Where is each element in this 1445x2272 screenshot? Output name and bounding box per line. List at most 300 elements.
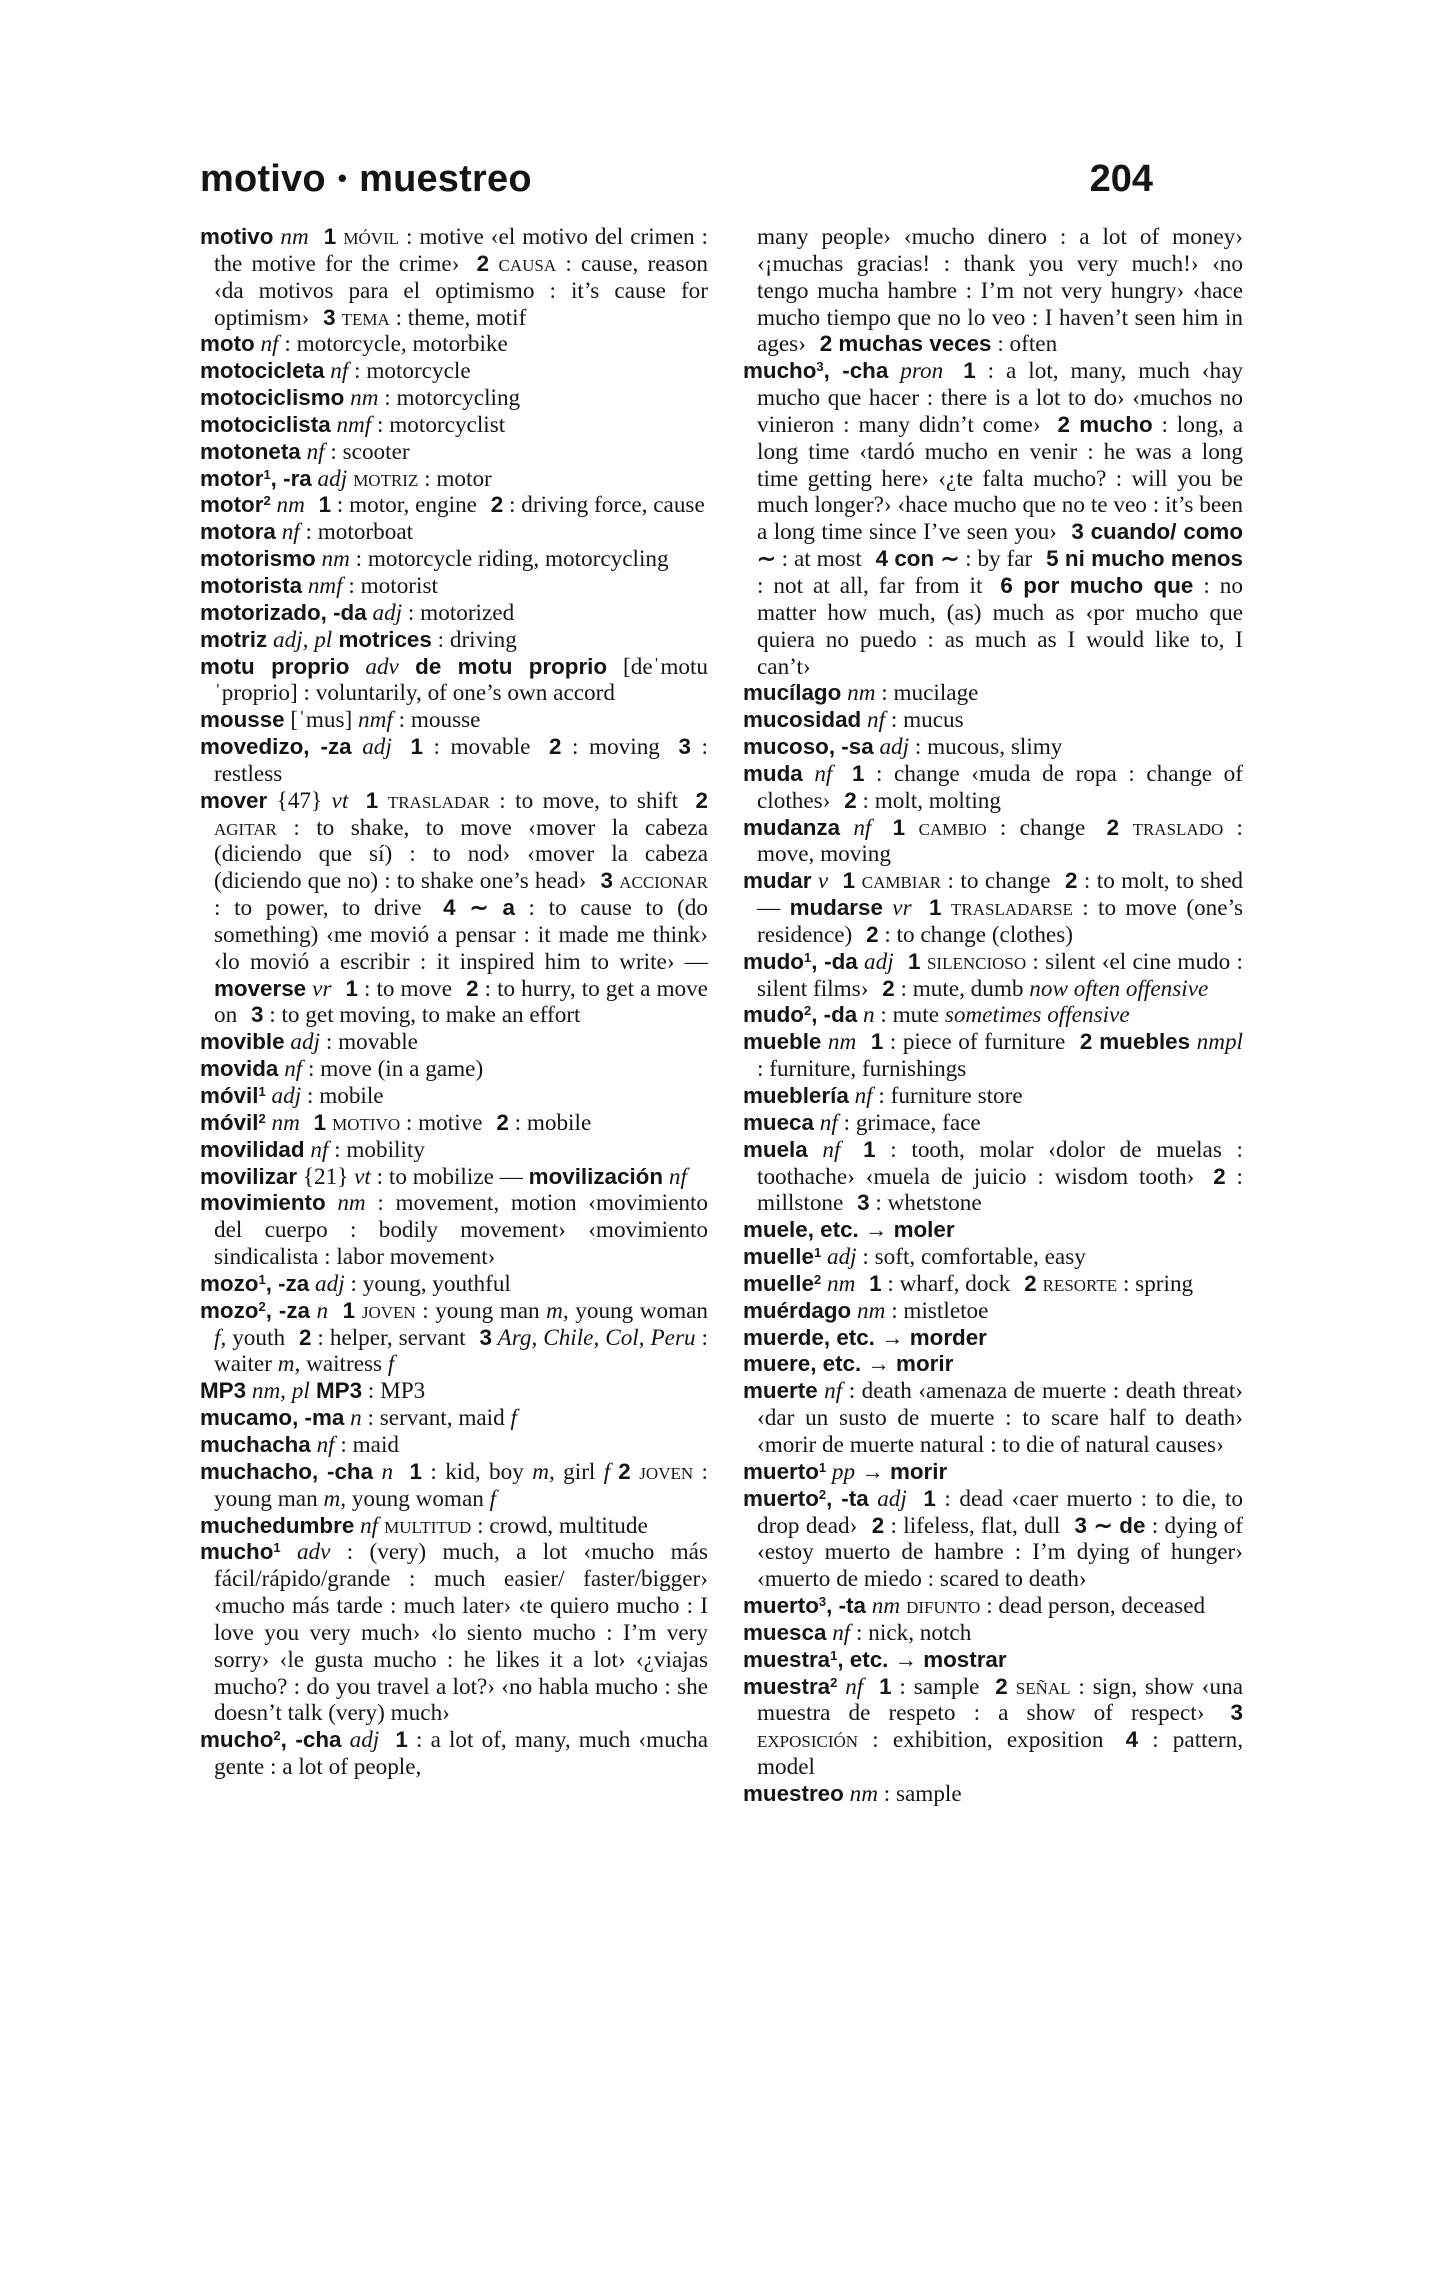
sense-number: 3 xyxy=(857,1190,870,1216)
dictionary-entry xyxy=(200,600,708,627)
bold-phrase: movilización xyxy=(528,1163,664,1189)
definition-text: : mistletoe xyxy=(885,1297,989,1324)
dictionary-entry xyxy=(200,358,708,385)
definition-text: : whetstone xyxy=(869,1190,982,1217)
headword: motoneta xyxy=(200,438,301,464)
definition-text: : cause, reason ‹da motivos para el optimismo : it’s cause for optimism› xyxy=(214,250,709,331)
synonym-smallcaps: multitud xyxy=(378,1512,472,1539)
part-of-speech: adj xyxy=(265,1083,302,1109)
part-of-speech: adv xyxy=(349,653,399,680)
definition-text: : move, moving xyxy=(757,814,1243,868)
dictionary-entry xyxy=(743,1351,1243,1378)
headword: mueble xyxy=(743,1029,822,1055)
sense-number: 2 xyxy=(476,250,490,276)
definition-text: : restless xyxy=(214,734,708,787)
dictionary-entry xyxy=(743,707,1243,734)
synonym-smallcaps: motriz xyxy=(347,465,419,492)
part-of-speech: nm xyxy=(265,1109,306,1136)
bold-phrase: ∼ a xyxy=(455,895,515,921)
part-of-speech: n xyxy=(373,1458,402,1485)
part-of-speech: nmf xyxy=(330,411,372,438)
definition-text: : young man xyxy=(214,1458,708,1512)
sense-number: 3 xyxy=(1071,519,1084,545)
bold-phrase: muebles xyxy=(1092,1029,1191,1055)
sense-number: 2 xyxy=(866,921,879,947)
sense-number: 2 xyxy=(466,975,479,1001)
headword: muelle$^1$ xyxy=(743,1244,822,1270)
dictionary-entry xyxy=(743,1083,1243,1110)
part-of-speech: adj xyxy=(309,1270,345,1297)
definition-text: : young man xyxy=(415,1297,547,1324)
sense-number: 3 xyxy=(250,1002,264,1028)
left-column xyxy=(200,224,708,1781)
dictionary-entry xyxy=(743,868,1243,949)
italic-label: m, xyxy=(532,1458,555,1485)
headword: muestra$^1$, etc. → mostrar xyxy=(743,1646,1007,1672)
headword: motor$^1$, -ra xyxy=(200,465,312,491)
definition-text: : mucus xyxy=(885,707,964,734)
headword: mover xyxy=(200,787,268,813)
headword: muérdago xyxy=(743,1297,852,1323)
definition-text: : furniture, furnishings xyxy=(757,1056,967,1083)
headword: muesca xyxy=(743,1619,827,1645)
dictionary-entry xyxy=(200,1271,708,1298)
homograph-number: 1 xyxy=(258,1084,266,1099)
part-of-speech: vt xyxy=(331,787,358,814)
headword: motivo xyxy=(200,224,274,249)
part-of-speech: v xyxy=(811,868,835,895)
part-of-speech: adv xyxy=(280,1539,331,1566)
homograph-number: 2 xyxy=(818,1486,827,1502)
definition-text: : a lot, many, much ‹hay mucho que hacer : there is a lot to do› ‹muchos no vinieron : many didn’t come› xyxy=(757,358,1243,438)
headword: motorizado, -da xyxy=(200,599,367,625)
part-of-speech: n xyxy=(310,1297,335,1324)
sense-number: 2 xyxy=(1106,814,1120,840)
dictionary-entry xyxy=(200,1137,708,1164)
dictionary-entry xyxy=(200,1029,708,1056)
right-column xyxy=(743,224,1243,1808)
definition-text: : motor xyxy=(418,465,492,492)
definition-text: : scooter xyxy=(324,438,410,465)
first-guide-word: motivo xyxy=(200,158,326,200)
bold-phrase: con ∼ xyxy=(888,546,960,572)
headword: mudo$^2$, -da xyxy=(743,1002,858,1028)
sense-number: 2 xyxy=(618,1458,631,1484)
dictionary-entry xyxy=(200,1190,708,1271)
sense-number: 2 xyxy=(1079,1029,1093,1055)
dictionary-entry xyxy=(200,439,708,466)
part-of-speech: nf xyxy=(310,1431,335,1458)
definition-text: girl xyxy=(554,1458,604,1485)
homograph-number: 1 xyxy=(830,1647,838,1663)
definition-text: : to get moving, to make an effort xyxy=(263,1002,581,1029)
headword: mucho$^3$, -cha xyxy=(743,358,889,384)
definition-text: : spring xyxy=(1117,1270,1194,1297)
sense-number: 3 xyxy=(1230,1700,1243,1726)
headword: motora xyxy=(200,519,276,545)
definition-text: : lifeless, flat, dull xyxy=(884,1512,1067,1539)
headword: moto xyxy=(200,331,255,357)
dictionary-entry xyxy=(200,1298,708,1379)
dictionary-entry xyxy=(200,466,708,493)
bold-phrase: por mucho que xyxy=(1012,572,1194,598)
italic-label: f xyxy=(603,1458,611,1485)
dictionary-entry xyxy=(743,680,1243,707)
headword: movible xyxy=(200,1029,285,1055)
definition-text: : dead ‹caer muerto : to die, to drop dead› xyxy=(757,1485,1243,1539)
dictionary-entry xyxy=(200,1539,708,1727)
bold-phrase: mudarse xyxy=(789,895,883,921)
part-of-speech: n xyxy=(344,1405,362,1432)
headword: muerte xyxy=(743,1378,818,1404)
part-of-speech: nf xyxy=(324,358,349,385)
sense-number: 1 xyxy=(342,1297,356,1323)
part-of-speech: vr xyxy=(882,895,921,922)
definition-text: : no matter how much, (as) much as ‹por mucho que quiera no puedo : as much as I would like to, I can’t› xyxy=(757,572,1243,680)
definition-text: young woman xyxy=(346,1485,490,1512)
part-of-speech: nf xyxy=(840,814,885,841)
synonym-smallcaps: causa xyxy=(489,250,557,277)
headword: motriz xyxy=(200,626,268,652)
definition-text: : furniture store xyxy=(872,1083,1023,1109)
sense-number: 1 xyxy=(313,1109,327,1135)
dictionary-entry xyxy=(743,1110,1243,1137)
definition-text: : soft, comfortable, easy xyxy=(856,1244,1086,1271)
definition-text: : motorcycle riding, motorcycling xyxy=(349,546,669,573)
synonym-smallcaps: agitar xyxy=(214,814,277,841)
dictionary-entry xyxy=(200,734,708,788)
homograph-number: 3 xyxy=(818,1594,827,1610)
dictionary-entry xyxy=(200,1432,708,1459)
dictionary-entry xyxy=(743,1325,1243,1352)
italic-label: f xyxy=(510,1405,517,1432)
headword: motu proprio xyxy=(200,653,350,679)
italic-label: f xyxy=(387,1351,395,1378)
dictionary-entry xyxy=(743,761,1243,815)
definition-text: : tooth, molar ‹dolor de muelas : toothache› ‹muela de juicio : wisdom tooth› xyxy=(757,1136,1243,1190)
italic-label: now often offensive xyxy=(1029,975,1209,1002)
part-of-speech: nm xyxy=(841,680,876,707)
page-number: 204 xyxy=(1089,158,1153,200)
definition-text: : mute xyxy=(874,1002,945,1029)
definition-text: : mucilage xyxy=(875,680,979,707)
definition-text: : long, a long time ‹tardó mucho en venir : he was a long time getting here› ‹¿te falta mucho? : will you be much longer?› ‹hace mucho que no te veo : it’s been a long time since I’ve seen you› xyxy=(757,411,1243,546)
dictionary-entry xyxy=(743,1674,1243,1781)
definition-text: : maid xyxy=(334,1431,400,1458)
dictionary-entry xyxy=(743,1620,1243,1647)
dictionary-entry xyxy=(743,1217,1243,1244)
italic-label: f, xyxy=(214,1324,227,1351)
sense-number: 1 xyxy=(365,787,379,813)
definition-text: : movement, motion ‹movimiento del cuerpo : bodily movement› ‹movimiento sindicalista : labor movement› xyxy=(214,1190,709,1271)
part-of-speech: adj xyxy=(311,465,348,492)
sense-number: 4 xyxy=(443,895,456,921)
part-of-speech: nf xyxy=(275,519,300,546)
bold-phrase: moverse xyxy=(214,975,307,1001)
part-of-speech: nm xyxy=(865,1593,901,1620)
sense-number: 1 xyxy=(842,868,856,894)
dictionary-entry xyxy=(200,1459,708,1513)
definition-text: : movable xyxy=(422,734,541,761)
part-of-speech: nm xyxy=(843,1780,878,1807)
sense-number: 3 xyxy=(600,868,613,894)
dictionary-entry xyxy=(200,1056,708,1083)
homograph-number: 2 xyxy=(273,1728,281,1744)
definition-text: : waiter xyxy=(214,1324,708,1378)
headword: mucamo, -ma xyxy=(200,1405,345,1431)
sense-number: 2 xyxy=(490,492,504,518)
definition-text: : to move xyxy=(357,975,459,1002)
italic-label: m, xyxy=(546,1297,569,1324)
headword: mucílago xyxy=(743,680,842,706)
homograph-number: 2 xyxy=(263,493,271,509)
headword: muestra$^2$ xyxy=(743,1673,838,1699)
dictionary-entry xyxy=(200,1083,708,1110)
headword: movedizo, -za xyxy=(200,734,352,760)
sense-number: 4 xyxy=(875,546,889,572)
definition-text: : mobile xyxy=(508,1109,592,1136)
homograph-number: 1 xyxy=(258,1271,266,1287)
sense-number: 1 xyxy=(318,492,332,518)
part-of-speech: nm xyxy=(270,492,311,519)
definition-text: : millstone xyxy=(757,1163,1243,1217)
bold-phrase: → morir xyxy=(855,1458,948,1484)
headword: motorismo xyxy=(200,546,316,572)
sense-number: 1 xyxy=(345,975,358,1001)
part-of-speech: adj, pl xyxy=(267,626,333,653)
dictionary-entry xyxy=(200,1164,708,1191)
part-of-speech: vr xyxy=(306,975,338,1002)
headword: muerto$^1$ xyxy=(743,1458,827,1484)
headword: motorista xyxy=(200,572,303,598)
headword: muestreo xyxy=(743,1780,844,1806)
headword: motor$^2$ xyxy=(200,492,271,518)
part-of-speech: nm xyxy=(851,1297,886,1324)
homograph-number: 3 xyxy=(816,359,824,375)
synonym-smallcaps: señal xyxy=(1007,1673,1071,1700)
part-of-speech: adj xyxy=(284,1029,321,1056)
headword: muchedumbre xyxy=(200,1512,355,1538)
definition-text: : (very) much, a lot ‹mucho más fácil/rápido/grande : much easier/ faster/bigger› ‹mucho más tarde : much later› ‹te quiero mucho : I love you very much› ‹lo siento mucho : I’m very sorry› ‹le gusta mucho : he likes it a lot› ‹¿viajas mucho? : do you travel a lot?› ‹no habla mucho : she doesn’t talk (very) much› xyxy=(214,1539,708,1727)
headword: muerde, etc. → morder xyxy=(743,1324,987,1350)
part-of-speech: adj xyxy=(366,599,403,626)
definition-text: : dead person, deceased xyxy=(980,1593,1206,1620)
dictionary-entry xyxy=(743,949,1243,1003)
part-of-speech: nf xyxy=(817,1378,843,1405)
sense-number: 1 xyxy=(409,1458,422,1484)
definition-text: : motorcycling xyxy=(378,385,521,412)
headword: mozo$^2$, -za xyxy=(200,1297,310,1323)
definition-text: : grimace, face xyxy=(837,1109,981,1136)
definition-text: : theme, motif xyxy=(389,304,527,331)
part-of-speech: nf xyxy=(837,1673,872,1700)
part-of-speech: nm xyxy=(273,224,316,250)
sense-number: 2 xyxy=(882,975,895,1001)
italic-label: Arg, Chile, Col, Peru xyxy=(492,1324,696,1351)
definition-text: {21} xyxy=(297,1163,355,1190)
definition-text: : to hurry, to get a move on xyxy=(214,975,708,1029)
dictionary-entry xyxy=(743,1298,1243,1325)
bold-phrase: muchas veces xyxy=(832,331,992,357)
definition-text: : motorized xyxy=(402,599,515,626)
synonym-smallcaps: accionar xyxy=(612,868,708,895)
definition-text: : kid, boy xyxy=(421,1458,533,1485)
part-of-speech: nm, pl xyxy=(246,1378,310,1405)
bold-phrase: de motu proprio xyxy=(398,653,608,679)
dictionary-entry xyxy=(743,1486,1243,1593)
headword: mueca xyxy=(743,1109,814,1135)
definition-text: : servant, maid xyxy=(361,1405,511,1432)
synonym-smallcaps: exposición xyxy=(757,1727,859,1754)
sense-number: 2 xyxy=(1057,411,1070,437)
dictionary-entry xyxy=(200,519,708,546)
headword: mucho$^1$ xyxy=(200,1539,281,1565)
definition-text: : piece of furniture xyxy=(883,1029,1072,1056)
definition-text: : mobility xyxy=(328,1136,425,1163)
definition-text: : motorcyclist xyxy=(371,411,506,438)
sense-number: 3 xyxy=(1074,1512,1087,1538)
part-of-speech: nm xyxy=(344,385,379,412)
sense-number: 1 xyxy=(395,1727,408,1753)
part-of-speech: nm xyxy=(315,546,350,573)
sense-number: 1 xyxy=(851,760,865,786)
sense-number: 3 xyxy=(323,304,336,330)
sense-number: 1 xyxy=(863,1136,876,1162)
definition-text: : driving xyxy=(431,626,517,653)
definition-text: : molt, molting xyxy=(856,787,1001,814)
headword: mousse xyxy=(200,707,285,733)
sense-number: 6 xyxy=(1000,572,1013,598)
dictionary-entry xyxy=(743,1244,1243,1271)
homograph-number: 2 xyxy=(813,1271,822,1287)
synonym-smallcaps: trasladarse xyxy=(941,895,1073,922)
part-of-speech: pron xyxy=(888,358,956,385)
part-of-speech: adj xyxy=(873,734,910,761)
synonym-smallcaps: móvil xyxy=(336,224,400,250)
definition-text: : change ‹muda de ropa : change of clothes› xyxy=(757,760,1243,814)
definition-text: : mute, dumb xyxy=(894,975,1030,1002)
sense-number: 1 xyxy=(410,734,423,760)
synonym-smallcaps: cambiar xyxy=(855,868,942,895)
sense-number: 1 xyxy=(323,224,337,249)
definition-text: : motive ‹el motivo del crimen : the motive for the crime› xyxy=(214,224,708,277)
sense-number: 2 xyxy=(844,787,857,813)
headword: movida xyxy=(200,1056,279,1082)
definition-text: : by far xyxy=(959,546,1039,573)
definition-text: : often xyxy=(991,331,1058,358)
dictionary-entry xyxy=(743,815,1243,869)
definition-text: : pattern, model xyxy=(757,1727,1243,1781)
sense-number: 1 xyxy=(870,1029,884,1055)
dictionary-entry xyxy=(743,1002,1243,1029)
part-of-speech: nm xyxy=(821,1029,863,1056)
definition-text: : driving force, cause xyxy=(503,492,705,519)
definition-text: : dying of ‹estoy muerto de hambre : I’m dying of hunger› ‹muerto de miedo : scared to death› xyxy=(757,1512,1244,1593)
sense-number: 1 xyxy=(879,1673,892,1699)
homograph-number: 2 xyxy=(830,1674,838,1690)
definition-text: : sample xyxy=(877,1780,962,1807)
synonym-smallcaps: silencioso xyxy=(920,948,1027,975)
homograph-number: 1 xyxy=(818,1459,827,1475)
definition-text: : silent ‹el cine mudo : silent films› xyxy=(757,948,1243,1002)
part-of-speech: nmpl xyxy=(1190,1029,1243,1056)
bold-phrase: mucho xyxy=(1069,411,1153,437)
definition-text: : to move, to shift xyxy=(489,787,688,814)
dictionary-entry xyxy=(743,1378,1243,1459)
dictionary-entry xyxy=(200,1110,708,1137)
dictionary-entry xyxy=(743,1647,1243,1674)
sense-number: 5 xyxy=(1046,546,1059,572)
definition-text: : to mobilize — xyxy=(370,1163,529,1190)
headword: mucoso, -sa xyxy=(743,734,874,760)
synonym-smallcaps: difunto xyxy=(900,1593,981,1620)
part-of-speech: vt xyxy=(354,1163,371,1190)
sense-number: 1 xyxy=(923,1485,936,1511)
definition-text: [ˈmus] xyxy=(284,707,359,734)
sense-number: 2 xyxy=(1213,1163,1226,1189)
homograph-number: 1 xyxy=(273,1540,281,1556)
part-of-speech: nf xyxy=(848,1083,873,1109)
part-of-speech: n xyxy=(857,1002,875,1029)
homograph-number: 2 xyxy=(258,1298,266,1314)
part-of-speech: nf xyxy=(861,707,886,734)
part-of-speech: nf xyxy=(807,1136,856,1163)
headword: mozo$^1$, -za xyxy=(200,1270,310,1296)
sense-number: 1 xyxy=(869,1270,882,1296)
headword: mucho$^2$, -cha xyxy=(200,1727,342,1753)
dictionary-entry xyxy=(743,734,1243,761)
headword: movimiento xyxy=(200,1190,326,1216)
bullet-separator: • xyxy=(337,163,348,193)
italic-label: m, xyxy=(277,1351,301,1378)
sense-number: 3 xyxy=(479,1324,492,1350)
dictionary-entry xyxy=(200,788,708,1030)
part-of-speech: adj xyxy=(351,734,403,761)
definition-text: : motor, engine xyxy=(331,492,483,519)
homograph-number: 2 xyxy=(803,1003,812,1019)
sense-number: 1 xyxy=(928,895,942,921)
headword: mucosidad xyxy=(743,707,862,733)
headword: muere, etc. → morir xyxy=(743,1351,954,1377)
definition-text: young woman xyxy=(568,1297,709,1324)
part-of-speech: nmf xyxy=(302,572,343,599)
definition-text: : not at all, far from it xyxy=(757,572,993,599)
dictionary-entry xyxy=(200,546,708,573)
dictionary-entry xyxy=(200,707,708,734)
headword: motocicleta xyxy=(200,358,325,384)
dictionary-entry xyxy=(200,1513,708,1540)
synonym-smallcaps: joven xyxy=(630,1458,694,1485)
sense-number: 2 xyxy=(1065,868,1078,894)
italic-label: f xyxy=(489,1485,497,1512)
synonym-smallcaps: tema xyxy=(335,304,390,331)
headword: muerto$^3$, -ta xyxy=(743,1593,866,1619)
definition-text: : change xyxy=(986,814,1099,841)
homograph-number: 1 xyxy=(803,949,812,965)
bold-phrase: motrices xyxy=(332,626,432,652)
headword: motociclismo xyxy=(200,385,345,411)
definition-text: : move (in a game) xyxy=(302,1056,484,1083)
sense-number: 2 xyxy=(496,1109,509,1135)
last-guide-word: muestreo xyxy=(359,158,532,200)
dictionary-entry xyxy=(743,1029,1243,1083)
dictionary-entry xyxy=(200,654,708,708)
dictionary-entry xyxy=(743,1593,1243,1620)
dictionary-entry xyxy=(200,224,708,331)
sense-number: 4 xyxy=(1125,1727,1139,1753)
sense-number: 2 xyxy=(819,331,833,357)
definition-text: : sign, show ‹una muestra de respeto : a show of respect› xyxy=(757,1673,1244,1727)
